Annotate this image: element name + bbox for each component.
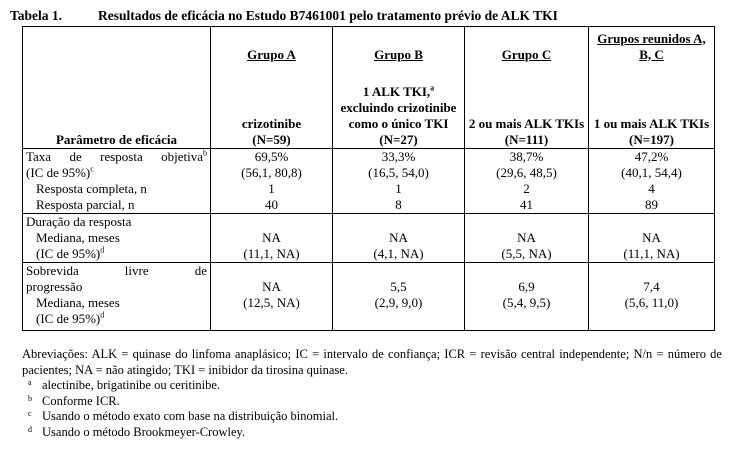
pfs-label-cell	[23, 263, 211, 331]
cr-value: 2	[523, 181, 530, 196]
dor-ci: (4,1, NA)	[373, 246, 424, 261]
footnote-d	[22, 425, 722, 441]
dor-median: NA	[517, 230, 536, 245]
cr-value: 4	[648, 181, 655, 196]
footnote-a-mark: a	[28, 378, 32, 387]
pfs-group-c	[465, 263, 589, 331]
dor-ci: (11,1, NA)	[623, 246, 680, 261]
dor-ci-label: (IC de 95%)	[36, 246, 101, 261]
abbreviations-note: Abreviações: ALK = quinase do linfoma anaplásico; IC = intervalo de confiança; ICR = revisão central independente; N/n = número de pacientes; NA = não atingido; TKI = inibidor da tirosina quinase.	[22, 347, 722, 377]
group-all-header	[589, 27, 715, 63]
orr-group-all	[589, 149, 715, 214]
group-all-name: Grupos reunidos A, B, C	[597, 30, 706, 62]
pr-label: Resposta parcial, n	[36, 197, 135, 212]
orr-group-a	[211, 149, 333, 214]
cr-label: Resposta completa, n	[36, 181, 147, 196]
pfs-median: 7,4	[643, 279, 660, 294]
footnote-mark-d: d	[100, 245, 105, 255]
group-c-desc-cell	[465, 63, 589, 149]
dor-group-all	[589, 214, 715, 263]
footnote-c-text: Usando o método exato com base na distribuição binomial.	[42, 409, 339, 423]
param-header	[23, 27, 211, 149]
orr-label-cell	[23, 149, 211, 214]
group-b-header	[333, 27, 465, 63]
table-number: Tabela 1.	[10, 8, 63, 23]
efficacy-table	[22, 26, 715, 331]
pfs-median-label: Mediana, meses	[36, 295, 120, 310]
group-all-desc-cell	[589, 63, 715, 149]
group-b-desc-line1: 1 ALK TKI,	[362, 84, 431, 99]
group-a-n: (N=59)	[252, 132, 291, 147]
footnote-d-text: Usando o método Brookmeyer-Crowley.	[42, 424, 246, 439]
dor-median-label: Mediana, meses	[36, 230, 120, 245]
orr-rate: 47,2%	[634, 149, 669, 164]
pfs-ci-label: (IC de 95%)	[36, 311, 101, 326]
orr-group-b	[333, 149, 465, 214]
pfs-median: 5,5	[390, 279, 407, 294]
dor-median: NA	[389, 230, 408, 245]
pr-value: 40	[265, 197, 278, 212]
orr-ci: (56,1, 80,8)	[241, 165, 302, 180]
footnote-c	[22, 409, 722, 425]
group-c-n: (N=111)	[504, 132, 549, 147]
group-all-n: (N=197)	[629, 132, 674, 147]
group-c-name: Grupo C	[501, 46, 552, 62]
pfs-label-line1: Sobrevida livre de	[26, 263, 207, 278]
orr-group-c	[465, 149, 589, 214]
cr-value: 1	[268, 181, 275, 196]
pr-value: 41	[520, 197, 533, 212]
footnote-b-text: Conforme ICR.	[42, 393, 120, 408]
pfs-median: 6,9	[518, 279, 535, 294]
footnotes	[22, 347, 722, 440]
pfs-ci: (2,9, 9,0)	[374, 295, 423, 310]
footnote-a	[22, 378, 722, 394]
group-a-desc: crizotinibe	[241, 116, 302, 131]
footnote-a-text: alectinibe, brigatinibe ou ceritinibe.	[42, 378, 221, 392]
cr-value: 1	[395, 181, 402, 196]
table-caption	[10, 8, 558, 24]
pfs-median: NA	[262, 279, 281, 294]
dor-median: NA	[642, 230, 661, 245]
table-row-orr	[23, 149, 715, 214]
pfs-ci: (5,4, 9,5)	[502, 295, 551, 310]
footnote-mark-c: c	[90, 164, 94, 174]
dor-label-cell	[23, 214, 211, 263]
orr-rate: 33,3%	[381, 149, 416, 164]
pfs-label-line2: progressão	[26, 279, 83, 294]
footnote-mark-d: d	[100, 310, 105, 320]
param-header-label: Parâmetro de eficácia	[55, 132, 178, 147]
group-b-desc-cell	[333, 63, 465, 149]
footnote-d-mark: d	[28, 424, 32, 434]
footnote-mark-b: b	[203, 148, 207, 158]
group-c-desc: 2 ou mais ALK TKIs	[468, 116, 585, 131]
table-title: Resultados de eficácia no Estudo B7461001 pelo tratamento prévio de ALK TKI	[98, 8, 558, 23]
dor-ci: (5,5, NA)	[501, 246, 552, 261]
orr-label: Taxa de resposta objetiva	[26, 149, 203, 164]
dor-ci: (11,1, NA)	[243, 246, 300, 261]
orr-ci: (16,5, 54,0)	[368, 165, 429, 180]
orr-ci-label: (IC de 95%)	[26, 165, 91, 180]
group-all-desc: 1 ou mais ALK TKIs	[593, 116, 710, 131]
footnote-b-mark: b	[28, 393, 32, 403]
group-b-n: (N=27)	[379, 132, 418, 147]
dor-median: NA	[262, 230, 281, 245]
orr-rate: 38,7%	[509, 149, 544, 164]
pr-value: 89	[645, 197, 658, 212]
group-b-name: Grupo B	[374, 46, 423, 62]
group-a-header	[211, 27, 333, 63]
group-a-name: Grupo A	[247, 46, 296, 62]
pfs-group-a	[211, 263, 333, 331]
group-a-desc-cell	[211, 63, 333, 149]
orr-ci: (29,6, 48,5)	[496, 165, 557, 180]
footnote-c-mark: c	[28, 409, 32, 418]
orr-rate: 69,5%	[254, 149, 289, 164]
pfs-ci: (12,5, NA)	[243, 295, 300, 310]
table-row-dor	[23, 214, 715, 263]
pfs-ci: (5,6, 11,0)	[624, 295, 679, 310]
footnote-b	[22, 394, 722, 410]
group-c-header	[465, 27, 589, 63]
dor-group-c	[465, 214, 589, 263]
footnote-mark-a: a	[430, 83, 435, 93]
dor-label: Duração da resposta	[26, 214, 132, 229]
header-row-groups	[23, 27, 715, 63]
dor-group-b	[333, 214, 465, 263]
pfs-group-all	[589, 263, 715, 331]
pfs-group-b	[333, 263, 465, 331]
dor-group-a	[211, 214, 333, 263]
orr-ci: (40,1, 54,4)	[621, 165, 682, 180]
group-b-desc: excluindo crizotinibe como o único TKI	[340, 100, 457, 131]
table-row-pfs	[23, 263, 715, 331]
pr-value: 8	[395, 197, 402, 212]
